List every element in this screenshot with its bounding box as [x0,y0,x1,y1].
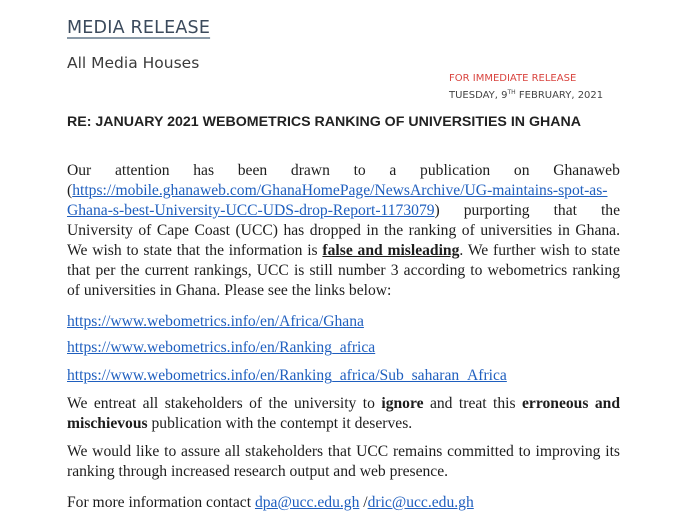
link-row [67,312,364,332]
intro-line-1: Our attention has been drawn to a publication on Ghanaweb [67,162,620,179]
intro-line-3: Ghana-s-best-University-UCC-UDS-drop-Report-1173079) purporting that the [67,202,620,219]
email-dpa-link[interactable]: dpa@ucc.edu.gh [254,494,360,511]
contact-line: For more information contact dpa@ucc.edu.gh /dric@ucc.edu.gh [67,494,474,511]
webometrics-sub-saharan-link[interactable]: https://www.webometrics.info/en/Ranking_africa/Sub_saharan_Africa [67,367,507,384]
release-type-label: FOR IMMEDIATE RELEASE [449,73,577,84]
audience-label: All Media Houses [67,54,200,72]
webometrics-ghana-link[interactable]: https://www.webometrics.info/en/Africa/Ghana [67,313,364,330]
false-and-misleading-emphasis: false and misleading [322,242,460,259]
paragraph-assurance: We would like to assure all stakeholders that UCC remains committed to improving its ranking through increased research output and web presence. [67,443,620,480]
intro-rest: University of Cape Coast (UCC) has dropped in the ranking of universities in Ghana. We wish to state that the information is false and misleading. We further wish to state that per the current rankings, UCC is still number 3 according to webometrics ranking of universities in Ghana. Please see the links below: [67,222,621,299]
media-release-heading: MEDIA RELEASE [67,18,211,38]
webometrics-africa-link[interactable]: https://www.webometrics.info/en/Ranking_africa [67,339,376,356]
link-row [67,366,507,386]
document-title: RE: JANUARY 2021 WEBOMETRICS RANKING OF UNIVERSITIES IN GHANA [67,114,581,130]
release-date: TUESDAY, 9TH FEBRUARY, 2021 [449,89,604,101]
link-row [67,338,375,358]
email-dric-link[interactable]: dric@ucc.edu.gh [367,494,474,511]
paragraph-entreat: We entreat all stakeholders of the university to ignore and treat this erroneous and mischievous publication with the contempt it deserves. [67,395,621,432]
ghanaweb-article-link-continued[interactable]: Ghana-s-best-University-UCC-UDS-drop-Report-1173079 [67,202,435,219]
ghanaweb-article-link[interactable]: https://mobile.ghanaweb.com/GhanaHomePage/NewsArchive/UG-maintains-spot-as- [72,182,608,199]
intro-line-2: (https://mobile.ghanaweb.com/GhanaHomePage/NewsArchive/UG-maintains-spot-as- [67,182,608,199]
paragraph-intro [67,161,620,301]
